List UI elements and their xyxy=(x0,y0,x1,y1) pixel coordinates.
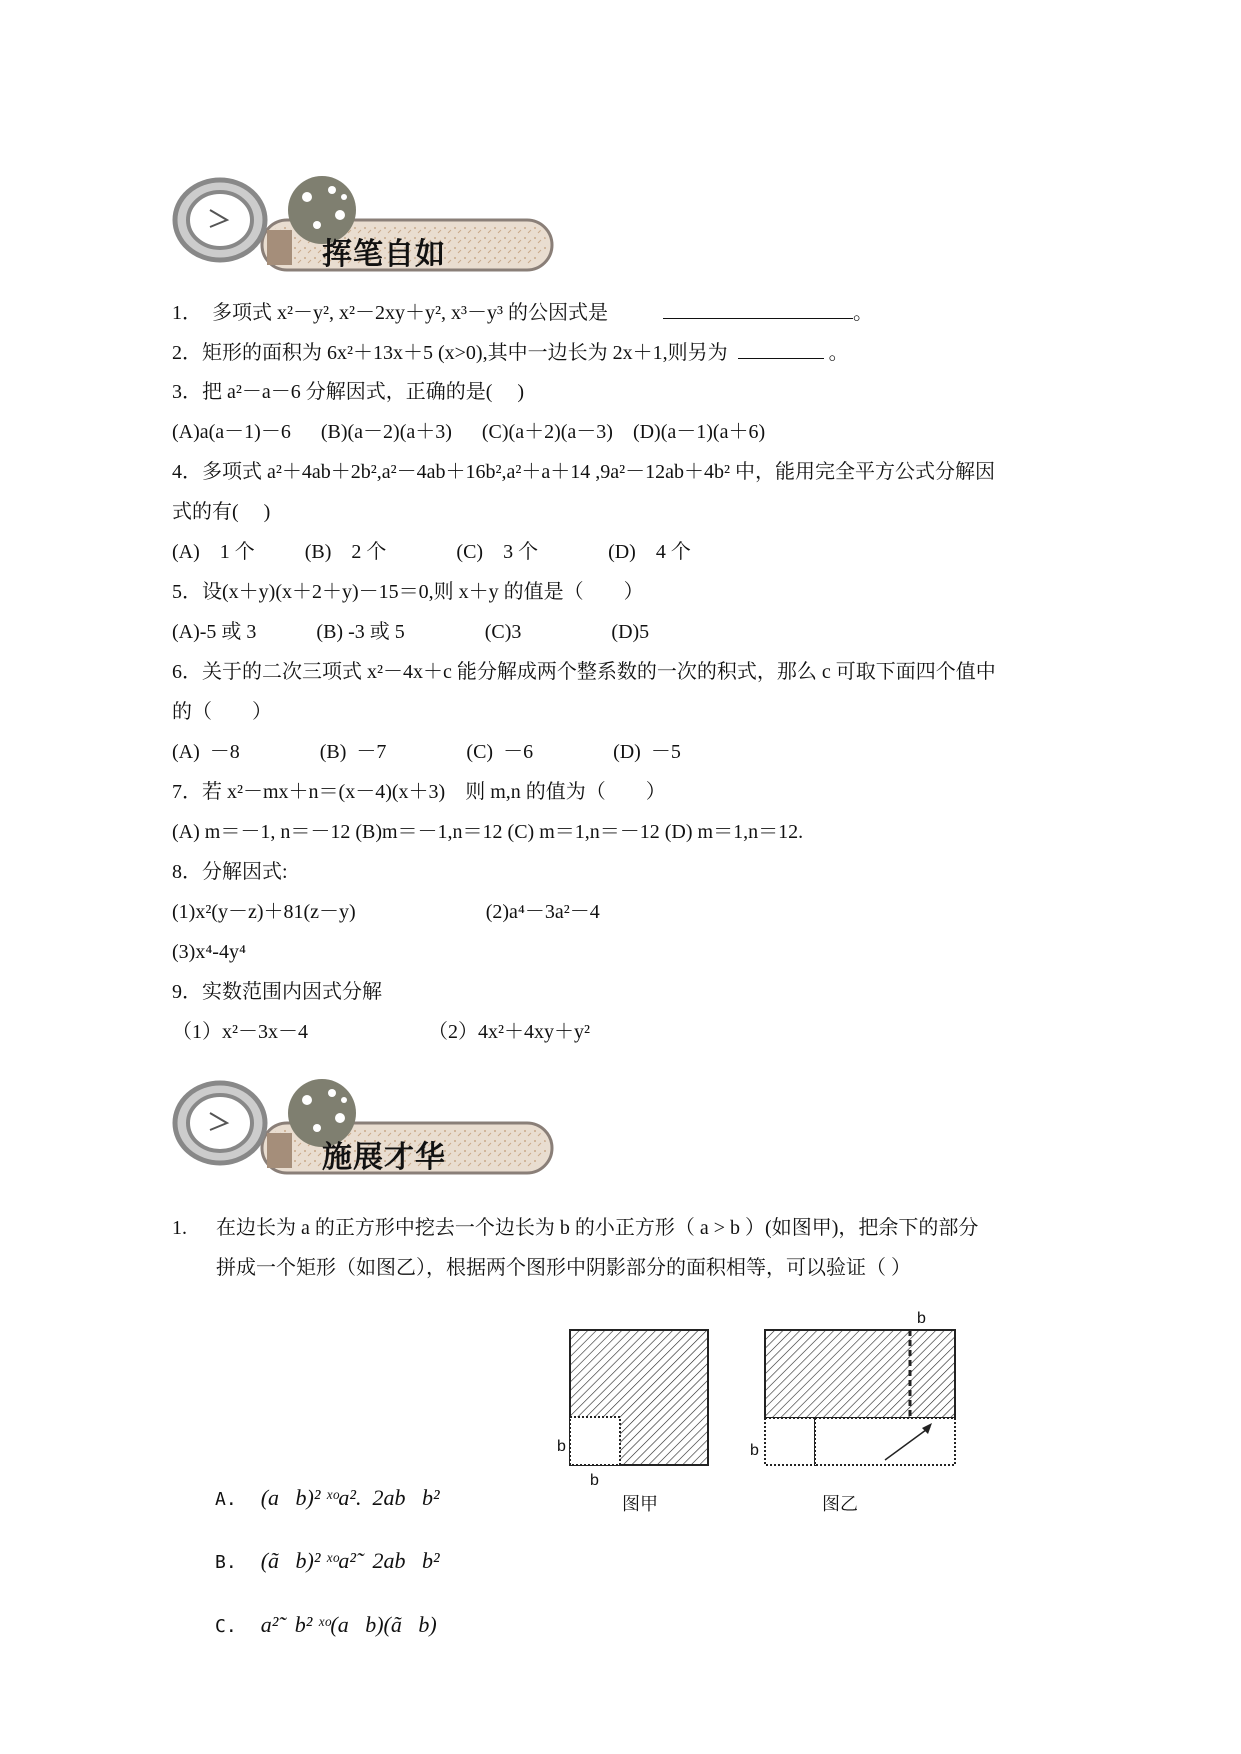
question-4-options: (A) 1 个 (B) 2 个 (C) 3 个 (D) 4 个 xyxy=(172,541,691,563)
caption-figure-b: 图乙 xyxy=(822,1494,858,1515)
section-title: 施展才华 xyxy=(322,1140,446,1175)
question-text-line2: 拼成一个矩形（如图乙），根据两个图形中阴影部分的面积相等，可以验证（ ） xyxy=(216,1257,911,1279)
question-7-options: (A) m＝－1, n＝－12 (B)m＝－1,n＝12 (C) m＝1,n＝－12 (D) m＝1,n＝12. xyxy=(172,821,804,843)
question-text-line1: 在边长为 a 的正方形中挖去一个边长为 b 的小正方形（ a > b ）(如图甲)，把余下的部分 xyxy=(216,1217,979,1239)
question-3-options: (A)a(a－1)－6 (B)(a－2)(a＋3) (C)(a＋2)(a－3) (D)(a－1)(a＋6) xyxy=(172,421,766,443)
choice-a[interactable]: A. (a b)² ˣᵒa². 2ab b² xyxy=(215,1485,440,1510)
square-figure xyxy=(557,1290,980,1520)
question-number: 1. xyxy=(172,1217,187,1239)
question-6: 6．关于的二次三项式 x²－4x＋c 能分解成两个整系数的一次的积式，那么 c 可取下面四个值中 xyxy=(172,661,996,683)
right-rectangle xyxy=(765,1330,955,1418)
caption-figure-a: 图甲 xyxy=(622,1494,658,1515)
question-5-options: (A)-5 或 3 (B) -3 或 5 (C)3 (D)5 xyxy=(172,621,650,643)
answer-blank[interactable] xyxy=(663,298,853,319)
question-6-cont: 的（ ） xyxy=(172,701,272,723)
label-b: b xyxy=(590,1472,599,1489)
question-8-part3: (3)x⁴-4y⁴ xyxy=(172,941,246,963)
question-2: 2．矩形的面积为 6x²＋13x＋5 (x>0),其中一边长为 2x＋1,则另为 。 xyxy=(172,338,849,367)
label-b: b xyxy=(750,1442,759,1459)
label-b: b xyxy=(557,1438,566,1455)
left-small-square xyxy=(570,1417,620,1465)
question-6-options: (A) －8 (B) －7 (C) －6 (D) －5 xyxy=(172,741,681,763)
question-7: 7．若 x²－mx＋n＝(x－4)(x＋3) 则 m,n 的值为（ ） xyxy=(172,781,666,803)
question-8: 8．分解因式: xyxy=(172,861,288,883)
answer-blank[interactable] xyxy=(738,338,824,359)
question-9-parts: （1）x²－3x－4 （2）4x²＋4xy＋y² xyxy=(172,1021,590,1043)
question-4: 4．多项式 a²＋4ab＋2b²,a²－4ab＋16b²,a²＋a＋14 ,9a²－12ab＋4b² 中，能用完全平方公式分解因 xyxy=(172,461,995,483)
section-banner-1 xyxy=(172,175,562,285)
label-b: b xyxy=(917,1310,926,1327)
section-banner-2 xyxy=(172,1078,562,1188)
question-8-parts: (1)x²(y－z)＋81(z－y) (2)a⁴－3a²－4 xyxy=(172,901,600,923)
question-1: 1． 多项式 x²－y², x²－2xy＋y², x³－y³ 的公因式是 。 xyxy=(172,298,873,327)
question-3: 3．把 a²－a－6 分解因式，正确的是( ) xyxy=(172,381,525,403)
question-4-cont: 式的有( ) xyxy=(172,501,271,523)
question-9: 9．实数范围内因式分解 xyxy=(172,981,382,1003)
choice-b[interactable]: B. (ã b)² ˣᵒa²̃ 2ab b² xyxy=(215,1548,440,1573)
section-title: 挥笔自如 xyxy=(322,237,446,272)
question-5: 5．设(x＋y)(x＋2＋y)－15＝0,则 x＋y 的值是（ ） xyxy=(172,581,644,603)
choice-c[interactable]: C. a²̃ b² ˣᵒ(a b)(ã b) xyxy=(215,1612,437,1637)
section2-question-1 xyxy=(172,1208,1072,1288)
